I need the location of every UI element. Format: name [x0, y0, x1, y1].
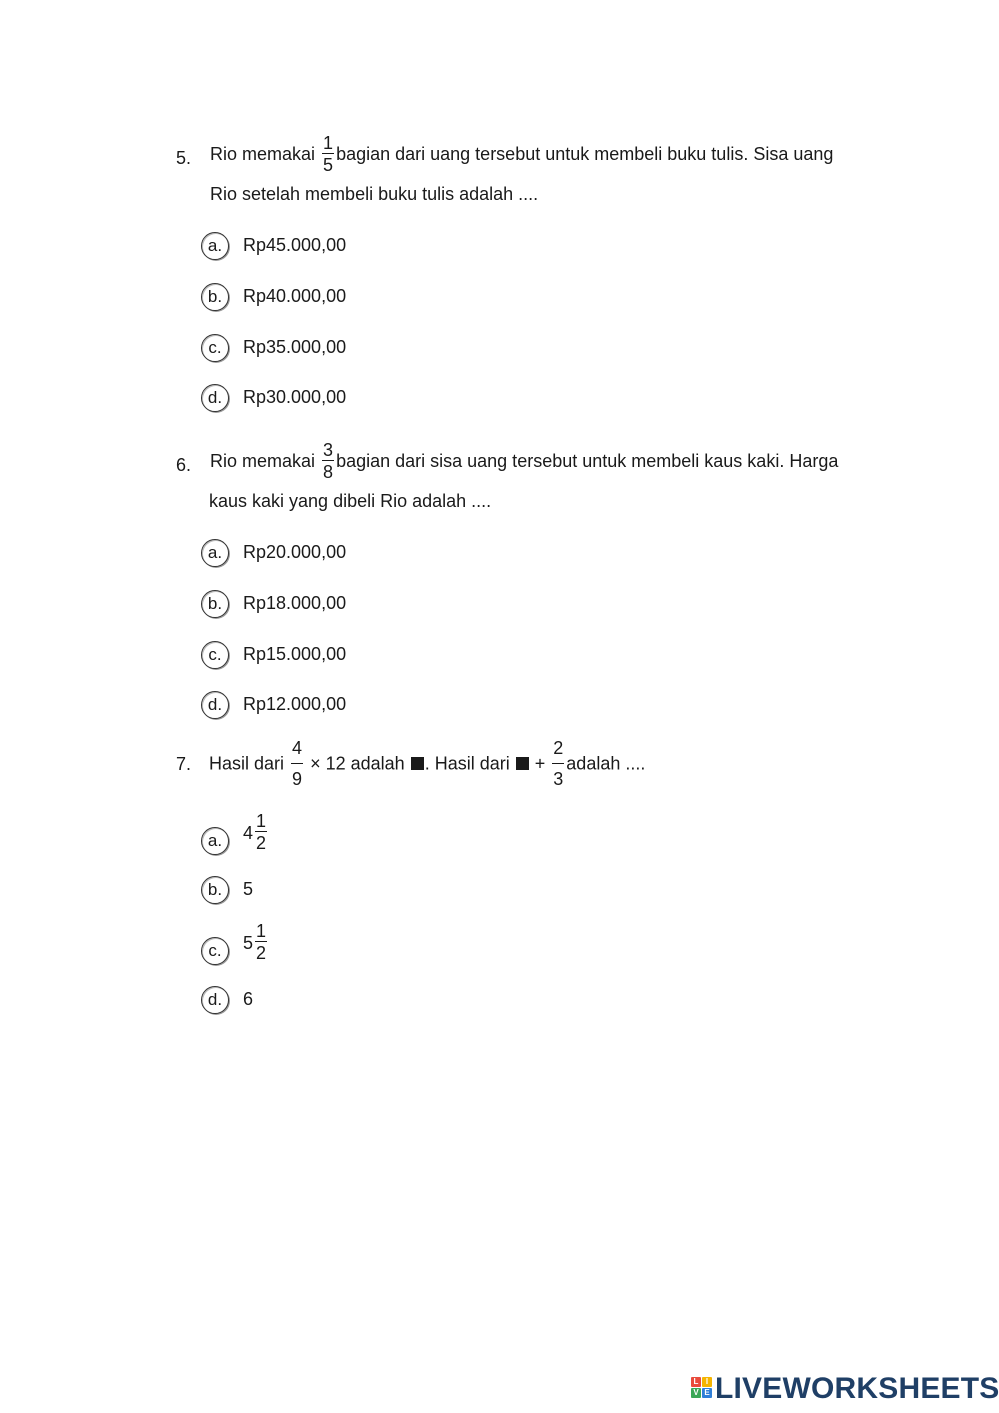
unknown-box-icon — [516, 757, 529, 770]
option-letter-bubble[interactable]: c. — [201, 937, 229, 965]
question-text: Rio memakai — [210, 450, 316, 471]
fraction-numerator: 4 — [291, 739, 303, 764]
question-text-line-1 — [209, 740, 645, 789]
logo-block: V — [691, 1388, 701, 1398]
logo-block: I — [702, 1377, 712, 1387]
option-letter-bubble[interactable]: a. — [201, 827, 229, 855]
fraction-numerator: 2 — [552, 739, 564, 764]
question-7 — [176, 740, 876, 800]
logo-block: E — [702, 1388, 712, 1398]
question-6 — [176, 442, 876, 522]
option-text: Rp20.000,00 — [243, 542, 347, 562]
fraction-numerator: 1 — [256, 811, 267, 831]
question-text-line-2: Rio setelah membeli buku tulis adalah .... — [210, 184, 539, 204]
fraction-denominator: 9 — [292, 769, 303, 789]
question-number: 7. — [176, 754, 192, 774]
question-text: Rio memakai — [210, 143, 316, 164]
logo-blocks-icon — [691, 1377, 713, 1401]
question-text: adalah .... — [566, 753, 646, 774]
fraction-denominator: 2 — [256, 943, 267, 963]
fraction — [255, 812, 267, 852]
question-text: bagian dari uang tersebut untuk membeli buku tulis. Sisa uang — [336, 143, 834, 164]
logo-block: L — [691, 1377, 701, 1387]
fraction — [255, 922, 267, 962]
fraction-numerator: 3 — [323, 440, 334, 460]
option-text: Rp40.000,00 — [243, 286, 347, 306]
fraction-denominator: 2 — [256, 833, 267, 853]
option-letter-bubble[interactable]: d. — [201, 691, 229, 719]
option-letter-bubble[interactable]: b. — [201, 283, 229, 311]
fraction-denominator: 3 — [553, 769, 564, 789]
option-text: Rp18.000,00 — [243, 593, 347, 613]
option-letter-bubble[interactable]: d. — [201, 384, 229, 412]
option-text: Rp12.000,00 — [243, 694, 347, 714]
option-text: Rp35.000,00 — [243, 337, 347, 357]
option-letter-bubble[interactable]: d. — [201, 986, 229, 1014]
fraction-numerator: 1 — [323, 133, 334, 153]
question-text: . Hasil dari — [424, 753, 510, 774]
option-letter-bubble[interactable]: b. — [201, 590, 229, 618]
mixed-whole: 5 — [243, 932, 254, 953]
fraction — [291, 739, 303, 788]
question-number: 5. — [176, 148, 192, 168]
logo-text: LIVEWORKSHEETS — [715, 1372, 999, 1405]
fraction-denominator: 5 — [323, 155, 334, 175]
question-text: bagian dari sisa uang tersebut untuk membeli kaus kaki. Harga — [336, 450, 839, 471]
option-letter-bubble[interactable]: a. — [201, 232, 229, 260]
fraction — [552, 739, 564, 788]
mixed-number — [243, 813, 269, 853]
fraction-denominator: 8 — [323, 462, 334, 482]
question-text: Hasil dari — [209, 753, 285, 774]
fraction-numerator: 1 — [256, 921, 267, 941]
option-text: Rp15.000,00 — [243, 644, 347, 664]
option-letter-bubble[interactable]: c. — [201, 641, 229, 669]
option-text: Rp45.000,00 — [243, 235, 347, 255]
question-text: × 12 adalah — [310, 753, 405, 774]
option-letter-bubble[interactable]: b. — [201, 876, 229, 904]
question-text: + — [534, 753, 546, 774]
unknown-box-icon — [411, 757, 424, 770]
option-text: 5 — [243, 879, 254, 899]
question-number: 6. — [176, 455, 192, 475]
question-text-line-1 — [210, 442, 838, 482]
fraction — [322, 134, 334, 174]
mixed-number — [243, 923, 269, 963]
question-text-line-2: kaus kaki yang dibeli Rio adalah .... — [209, 491, 492, 511]
question-5 — [176, 135, 876, 215]
option-text: 6 — [243, 989, 254, 1009]
fraction — [322, 441, 334, 481]
option-text: Rp30.000,00 — [243, 387, 347, 407]
option-letter-bubble[interactable]: a. — [201, 539, 229, 567]
mixed-whole: 4 — [243, 822, 254, 843]
option-letter-bubble[interactable]: c. — [201, 334, 229, 362]
question-text-line-1 — [210, 135, 833, 175]
